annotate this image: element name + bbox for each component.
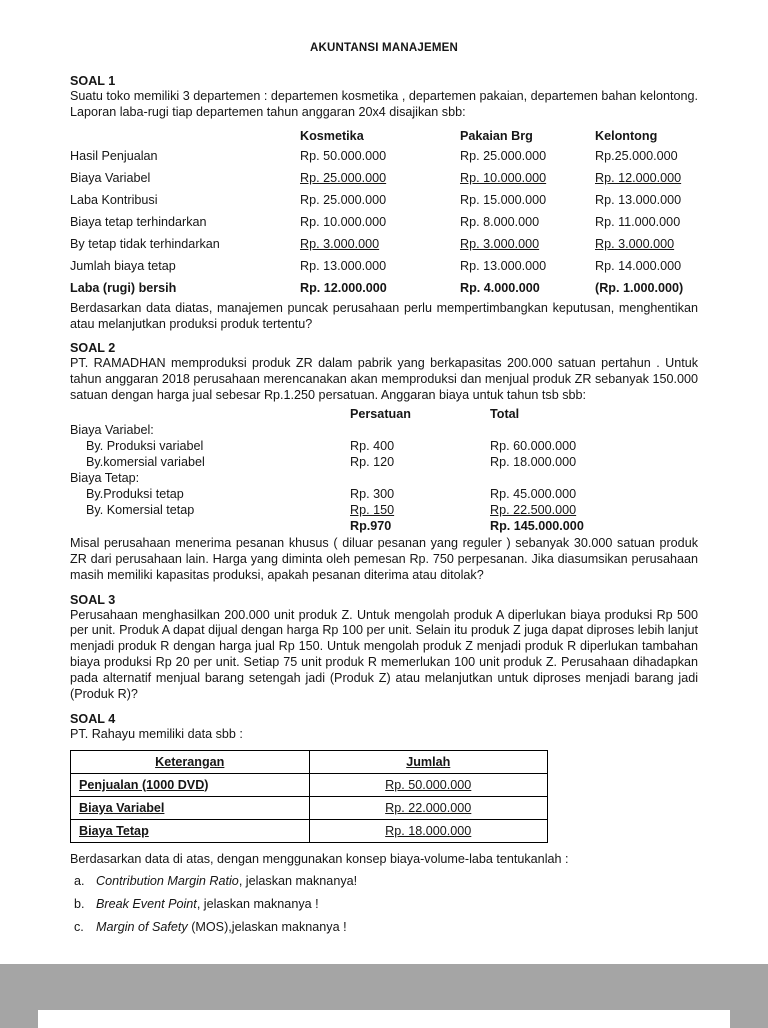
row-value	[490, 422, 698, 438]
list-item-term: Break Event Point	[96, 896, 197, 911]
soal4-table-body	[71, 773, 548, 842]
row-label: Jumlah biaya tetap	[70, 258, 176, 273]
column-header: Pakaian Brg	[460, 128, 533, 143]
list-item-text	[96, 872, 357, 892]
row-label: Biaya Variabel	[71, 796, 310, 819]
row-value: Rp. 60.000.000	[490, 439, 577, 454]
row-value: Rp. 3.000.000	[595, 236, 675, 251]
row-value: Rp.25.000.000	[595, 148, 678, 163]
row-value: Rp. 50.000.000	[309, 773, 548, 796]
table-row	[70, 502, 698, 518]
list-item-rest: , jelaskan maknanya !	[196, 896, 319, 911]
row-value: (Rp. 1.000.000)	[595, 280, 684, 295]
row-value: Rp. 13.000.000	[595, 192, 682, 207]
row-value	[490, 470, 698, 486]
row-value: Rp. 12.000.000	[300, 280, 387, 295]
table-row	[70, 211, 698, 233]
row-value: Rp. 45.000.000	[490, 487, 577, 502]
list-item-rest: (MOS),jelaskan maknanya !	[187, 919, 347, 934]
row-value	[350, 470, 490, 486]
row-label	[70, 518, 350, 534]
column-header: Kosmetika	[300, 128, 364, 143]
soal1-table-body	[70, 145, 698, 299]
row-label: By.komersial variabel	[86, 455, 205, 470]
table-row	[70, 145, 698, 167]
row-label: Laba Kontribusi	[70, 192, 158, 207]
table-row	[70, 470, 698, 486]
list-item-rest: , jelaskan maknanya!	[238, 874, 358, 889]
row-value: Rp. 12.000.000	[595, 170, 682, 185]
row-label: Biaya Tetap:	[70, 471, 140, 486]
row-value: Rp. 3.000.000	[300, 236, 380, 251]
page-gap	[0, 964, 768, 1010]
row-value: Rp. 3.000.000	[460, 236, 540, 251]
table-row	[71, 819, 548, 842]
table-row	[70, 167, 698, 189]
table-row	[70, 454, 698, 470]
soal4-table	[70, 750, 548, 843]
table-header-row	[70, 125, 698, 145]
table-row	[70, 233, 698, 255]
row-value: Rp. 25.000.000	[460, 148, 547, 163]
column-header: Keterangan	[71, 750, 310, 773]
row-value: Rp. 11.000.000	[595, 214, 681, 229]
row-value: Rp. 25.000.000	[300, 192, 387, 207]
table-row	[70, 277, 698, 299]
table-row	[70, 255, 698, 277]
soal2-intro: PT. RAMADHAN memproduksi produk ZR dalam pabrik yang berkapasitas 200.000 satuan pertahun . Untuk tahun anggaran 2018 perusahaan merencanakan akan memproduksi dan menjual produk ZR sebanyak 150.000 satuan dengan harga jual sebesar Rp.1.250 persatuan. Anggaran biaya untuk tahun tsb sbb:	[70, 356, 698, 403]
row-value: Rp. 50.000.000	[300, 148, 387, 163]
table-row	[70, 438, 698, 454]
soal1-intro: Suatu toko memiliki 3 departemen : departemen kosmetika , departemen pakaian, departemen bahan kelontong. Laporan laba-rugi tiap departemen tahun anggaran 20x4 disajikan sbb:	[70, 89, 698, 119]
row-label: Hasil Penjualan	[70, 148, 158, 163]
list-item	[74, 872, 698, 892]
list-marker: b.	[74, 896, 85, 911]
row-value: Rp. 10.000.000	[300, 214, 387, 229]
row-value: Rp. 14.000.000	[595, 258, 682, 273]
row-value: Rp. 22.500.000	[490, 503, 577, 518]
row-label: Penjualan (1000 DVD)	[71, 773, 310, 796]
soal1-outro: Berdasarkan data diatas, manajemen puncak perusahaan perlu mempertimbangkan keputusan, menghentikan atau melanjutkan produksi produk tertentu?	[70, 300, 698, 331]
list-item-term: Margin of Safety	[96, 919, 188, 934]
list-marker: c.	[74, 919, 84, 934]
column-header: Jumlah	[309, 750, 548, 773]
row-label: By tetap tidak terhindarkan	[70, 236, 220, 251]
page-title: AKUNTANSI MANAJEMEN	[310, 42, 458, 54]
table-row	[71, 773, 548, 796]
row-label: Biaya tetap terhindarkan	[70, 214, 207, 229]
row-value: Rp. 15.000.000	[460, 192, 547, 207]
row-label: Biaya Variabel:	[70, 423, 154, 438]
row-value: Rp. 150	[350, 503, 395, 518]
row-value: Rp. 4.000.000	[460, 280, 540, 295]
soal4-outro: Berdasarkan data di atas, dengan menggunakan konsep biaya-volume-laba tentukanlah :	[70, 851, 569, 866]
table-row	[71, 796, 548, 819]
column-header: Kelontong	[595, 128, 658, 143]
row-value: Rp. 120	[350, 455, 395, 470]
list-item-text	[96, 895, 319, 915]
row-value: Rp. 22.000.000	[309, 796, 548, 819]
soal1-heading: SOAL 1	[70, 74, 116, 88]
table-row	[70, 189, 698, 211]
list-marker: a.	[74, 874, 85, 889]
row-value: Rp.970	[350, 519, 392, 534]
row-value: Rp. 13.000.000	[460, 258, 547, 273]
list-item	[74, 895, 698, 915]
soal3-heading: SOAL 3	[70, 592, 116, 607]
soal4-heading: SOAL 4	[70, 711, 116, 726]
row-value: Rp. 145.000.000	[490, 519, 584, 534]
row-label: Biaya Variabel	[70, 170, 151, 185]
soal2-table	[70, 406, 698, 534]
row-value: Rp. 18.000.000	[309, 819, 548, 842]
row-value: Rp. 8.000.000	[460, 214, 540, 229]
list-item	[74, 918, 698, 938]
list-item-term: Contribution Margin Ratio	[96, 874, 239, 889]
column-header: Persatuan	[350, 407, 411, 422]
row-label: By.Produksi tetap	[86, 487, 184, 502]
column-header-spacer	[70, 406, 350, 422]
column-header: Total	[490, 407, 520, 422]
table-row	[70, 486, 698, 502]
next-page-edge	[38, 1010, 730, 1028]
soal4-list	[70, 872, 698, 937]
row-value: Rp. 25.000.000	[300, 170, 387, 185]
row-label: Laba (rugi) bersih	[70, 280, 177, 295]
row-value: Rp. 18.000.000	[490, 455, 577, 470]
table-header-row	[70, 406, 698, 422]
list-item-text	[96, 918, 347, 938]
soal3-body: Perusahaan menghasilkan 200.000 unit produk Z. Untuk mengolah produk A diperlukan biaya produksi Rp 500 per unit. Produk A dapat dijual dengan harga Rp 100 per unit. Selain itu produk Z juga dapat diproses lebih lanjut menjadi produk R dengan harga jual Rp 150. Untuk mengolah produk Z menjadi produk R diperlukan tambahan biaya produksi Rp 20 per unit. Setiap 75 unit produk R memerlukan 100 unit produk Z. Perusahaan dihadapkan pada alternatif menjual barang setengah jadi (Produk Z) atau melanjutkan untuk diproses menjadi barang jadi (Produk R)?	[70, 607, 698, 701]
soal1-table	[70, 125, 698, 299]
row-label: Biaya Tetap	[71, 819, 310, 842]
row-value: Rp. 300	[350, 487, 395, 502]
row-value: Rp. 10.000.000	[460, 170, 547, 185]
table-row	[70, 518, 698, 534]
row-label: By. Produksi variabel	[86, 439, 204, 454]
soal2-table-body	[70, 422, 698, 534]
soal4-intro: PT. Rahayu memiliki data sbb :	[70, 726, 243, 741]
table-header-row	[71, 750, 548, 773]
column-header-spacer	[70, 125, 300, 145]
row-value: Rp. 13.000.000	[300, 258, 387, 273]
soal2-heading: SOAL 2	[70, 341, 116, 356]
row-value: Rp. 400	[350, 439, 395, 454]
table-row	[70, 422, 698, 438]
soal2-outro: Misal perusahaan menerima pesanan khusus ( diluar pesanan yang reguler ) sebanyak 30.000 satuan produk ZR dari perusahaan lain. Harga yang diminta oleh pemesan Rp. 750 perpesanan. Jika diasumsikan perusahaan masih memiliki kapasitas produksi, apakah pesanan diterima atau ditolak?	[70, 536, 698, 582]
row-value	[350, 422, 490, 438]
row-label: By. Komersial tetap	[86, 503, 195, 518]
